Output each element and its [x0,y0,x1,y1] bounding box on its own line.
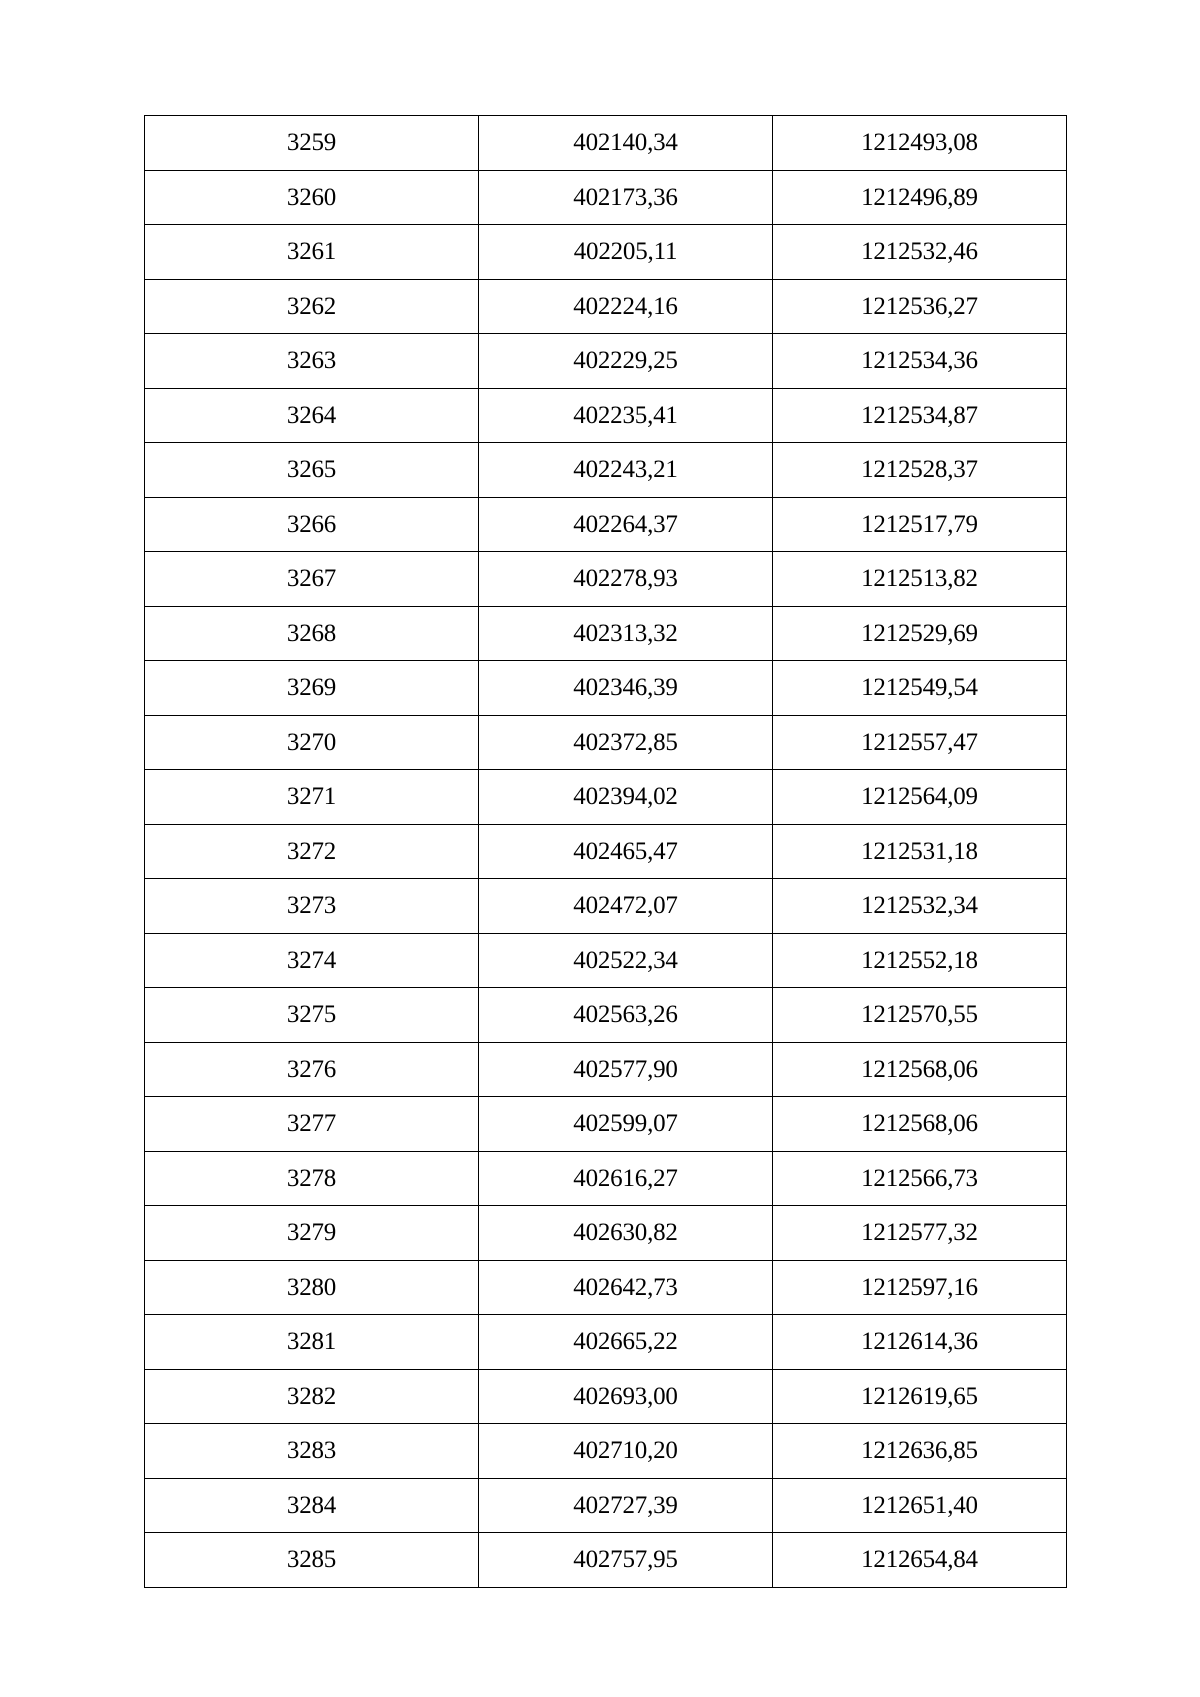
table-row [145,388,1067,443]
x-coordinate-cell: 402229,25 [479,334,773,389]
y-coordinate-cell: 1212531,18 [773,824,1067,879]
coordinates-table [144,115,1067,1588]
point-number-cell: 3261 [145,225,479,280]
y-coordinate-cell: 1212493,08 [773,116,1067,171]
table-row [145,334,1067,389]
point-number-cell: 3278 [145,1151,479,1206]
table-row [145,661,1067,716]
table-row [145,170,1067,225]
y-coordinate-cell: 1212528,37 [773,443,1067,498]
x-coordinate-cell: 402642,73 [479,1260,773,1315]
y-coordinate-cell: 1212532,46 [773,225,1067,280]
table-row [145,443,1067,498]
x-coordinate-cell: 402173,36 [479,170,773,225]
point-number-cell: 3266 [145,497,479,552]
y-coordinate-cell: 1212529,69 [773,606,1067,661]
point-number-cell: 3264 [145,388,479,443]
table-row [145,988,1067,1043]
y-coordinate-cell: 1212532,34 [773,879,1067,934]
table-row [145,116,1067,171]
x-coordinate-cell: 402563,26 [479,988,773,1043]
x-coordinate-cell: 402346,39 [479,661,773,716]
point-number-cell: 3262 [145,279,479,334]
y-coordinate-cell: 1212568,06 [773,1097,1067,1152]
x-coordinate-cell: 402630,82 [479,1206,773,1261]
point-number-cell: 3276 [145,1042,479,1097]
x-coordinate-cell: 402140,34 [479,116,773,171]
y-coordinate-cell: 1212564,09 [773,770,1067,825]
x-coordinate-cell: 402665,22 [479,1315,773,1370]
x-coordinate-cell: 402235,41 [479,388,773,443]
y-coordinate-cell: 1212651,40 [773,1478,1067,1533]
y-coordinate-cell: 1212557,47 [773,715,1067,770]
x-coordinate-cell: 402394,02 [479,770,773,825]
x-coordinate-cell: 402278,93 [479,552,773,607]
y-coordinate-cell: 1212552,18 [773,933,1067,988]
point-number-cell: 3280 [145,1260,479,1315]
table-row [145,1424,1067,1479]
point-number-cell: 3268 [145,606,479,661]
table-row [145,1533,1067,1588]
x-coordinate-cell: 402313,32 [479,606,773,661]
point-number-cell: 3277 [145,1097,479,1152]
y-coordinate-cell: 1212496,89 [773,170,1067,225]
x-coordinate-cell: 402465,47 [479,824,773,879]
point-number-cell: 3263 [145,334,479,389]
y-coordinate-cell: 1212597,16 [773,1260,1067,1315]
table-row [145,1042,1067,1097]
x-coordinate-cell: 402599,07 [479,1097,773,1152]
x-coordinate-cell: 402264,37 [479,497,773,552]
table-row [145,497,1067,552]
y-coordinate-cell: 1212568,06 [773,1042,1067,1097]
x-coordinate-cell: 402693,00 [479,1369,773,1424]
table-row [145,552,1067,607]
table-row [145,824,1067,879]
y-coordinate-cell: 1212570,55 [773,988,1067,1043]
point-number-cell: 3282 [145,1369,479,1424]
table-row [145,279,1067,334]
x-coordinate-cell: 402224,16 [479,279,773,334]
y-coordinate-cell: 1212619,65 [773,1369,1067,1424]
point-number-cell: 3284 [145,1478,479,1533]
table-row [145,1206,1067,1261]
y-coordinate-cell: 1212536,27 [773,279,1067,334]
table-row [145,1097,1067,1152]
x-coordinate-cell: 402372,85 [479,715,773,770]
table-row [145,1260,1067,1315]
table-row [145,1315,1067,1370]
point-number-cell: 3265 [145,443,479,498]
table-row [145,225,1067,280]
point-number-cell: 3275 [145,988,479,1043]
table-row [145,606,1067,661]
x-coordinate-cell: 402727,39 [479,1478,773,1533]
point-number-cell: 3272 [145,824,479,879]
table-row [145,933,1067,988]
table-row [145,1369,1067,1424]
point-number-cell: 3279 [145,1206,479,1261]
table-row [145,1478,1067,1533]
y-coordinate-cell: 1212654,84 [773,1533,1067,1588]
x-coordinate-cell: 402710,20 [479,1424,773,1479]
x-coordinate-cell: 402472,07 [479,879,773,934]
y-coordinate-cell: 1212517,79 [773,497,1067,552]
point-number-cell: 3259 [145,116,479,171]
y-coordinate-cell: 1212513,82 [773,552,1067,607]
x-coordinate-cell: 402757,95 [479,1533,773,1588]
point-number-cell: 3267 [145,552,479,607]
point-number-cell: 3270 [145,715,479,770]
point-number-cell: 3283 [145,1424,479,1479]
x-coordinate-cell: 402205,11 [479,225,773,280]
y-coordinate-cell: 1212614,36 [773,1315,1067,1370]
y-coordinate-cell: 1212534,36 [773,334,1067,389]
x-coordinate-cell: 402522,34 [479,933,773,988]
table-row [145,715,1067,770]
point-number-cell: 3273 [145,879,479,934]
point-number-cell: 3271 [145,770,479,825]
x-coordinate-cell: 402616,27 [479,1151,773,1206]
x-coordinate-cell: 402577,90 [479,1042,773,1097]
table-row [145,1151,1067,1206]
x-coordinate-cell: 402243,21 [479,443,773,498]
y-coordinate-cell: 1212577,32 [773,1206,1067,1261]
y-coordinate-cell: 1212566,73 [773,1151,1067,1206]
y-coordinate-cell: 1212549,54 [773,661,1067,716]
table-row [145,879,1067,934]
table-row [145,770,1067,825]
point-number-cell: 3260 [145,170,479,225]
y-coordinate-cell: 1212636,85 [773,1424,1067,1479]
y-coordinate-cell: 1212534,87 [773,388,1067,443]
point-number-cell: 3269 [145,661,479,716]
point-number-cell: 3285 [145,1533,479,1588]
point-number-cell: 3274 [145,933,479,988]
point-number-cell: 3281 [145,1315,479,1370]
coordinates-table-body [145,116,1067,1588]
